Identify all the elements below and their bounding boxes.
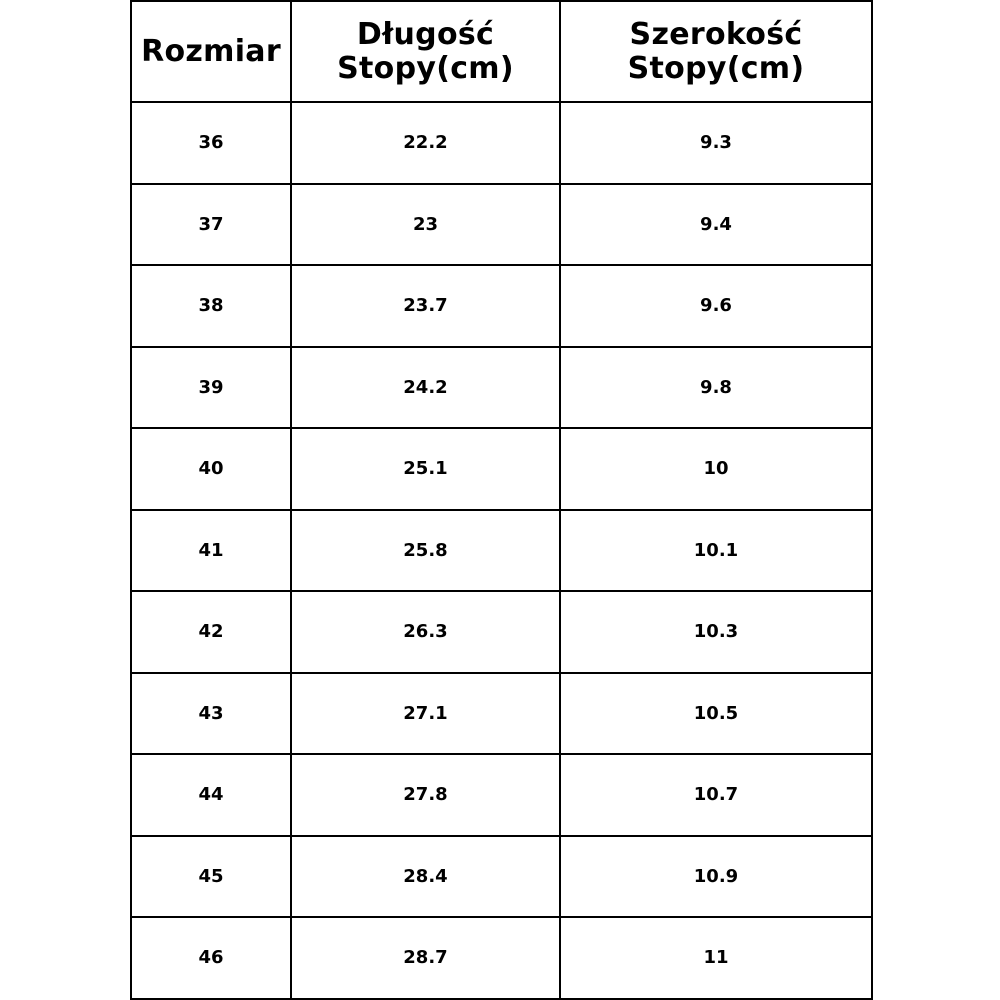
table-row [131, 591, 872, 673]
cell-size: 43 [131, 673, 291, 755]
cell-width: 10.9 [560, 836, 872, 918]
cell-width: 10.7 [560, 754, 872, 836]
cell-length: 25.8 [291, 510, 560, 592]
table-row [131, 673, 872, 755]
cell-width: 10.5 [560, 673, 872, 755]
cell-width: 10 [560, 428, 872, 510]
header-row [131, 1, 872, 102]
table-row [131, 510, 872, 592]
cell-size: 38 [131, 265, 291, 347]
table-row [131, 754, 872, 836]
header-size-label: Rozmiar [141, 33, 281, 69]
cell-size: 46 [131, 917, 291, 999]
table-row [131, 102, 872, 184]
cell-size: 44 [131, 754, 291, 836]
cell-length: 27.1 [291, 673, 560, 755]
cell-size: 45 [131, 836, 291, 918]
cell-width: 9.4 [560, 184, 872, 266]
cell-size: 36 [131, 102, 291, 184]
table-row [131, 428, 872, 510]
header-length-line2: Stopy(cm) [337, 50, 514, 86]
cell-length: 28.7 [291, 917, 560, 999]
table-row [131, 836, 872, 918]
cell-size: 39 [131, 347, 291, 429]
table-header [131, 1, 872, 102]
cell-size: 41 [131, 510, 291, 592]
table-body [131, 102, 872, 999]
table-row [131, 184, 872, 266]
cell-length: 23.7 [291, 265, 560, 347]
header-size [131, 1, 291, 102]
cell-length: 25.1 [291, 428, 560, 510]
cell-length: 22.2 [291, 102, 560, 184]
table-row [131, 917, 872, 999]
table-row [131, 347, 872, 429]
cell-width: 10.1 [560, 510, 872, 592]
cell-size: 37 [131, 184, 291, 266]
cell-length: 24.2 [291, 347, 560, 429]
cell-width: 9.8 [560, 347, 872, 429]
cell-width: 9.6 [560, 265, 872, 347]
cell-size: 42 [131, 591, 291, 673]
header-width-line2: Stopy(cm) [627, 50, 805, 86]
size-chart-table [130, 0, 873, 1000]
cell-width: 9.3 [560, 102, 872, 184]
cell-width: 11 [560, 917, 872, 999]
cell-size: 40 [131, 428, 291, 510]
cell-length: 26.3 [291, 591, 560, 673]
header-length-line1: Długość [356, 16, 495, 52]
cell-length: 28.4 [291, 836, 560, 918]
cell-length: 23 [291, 184, 560, 266]
header-width-line1: Szerokość [629, 16, 803, 52]
cell-length: 27.8 [291, 754, 560, 836]
table-row [131, 265, 872, 347]
header-foot-width [560, 1, 872, 102]
cell-width: 10.3 [560, 591, 872, 673]
header-foot-length [291, 1, 560, 102]
